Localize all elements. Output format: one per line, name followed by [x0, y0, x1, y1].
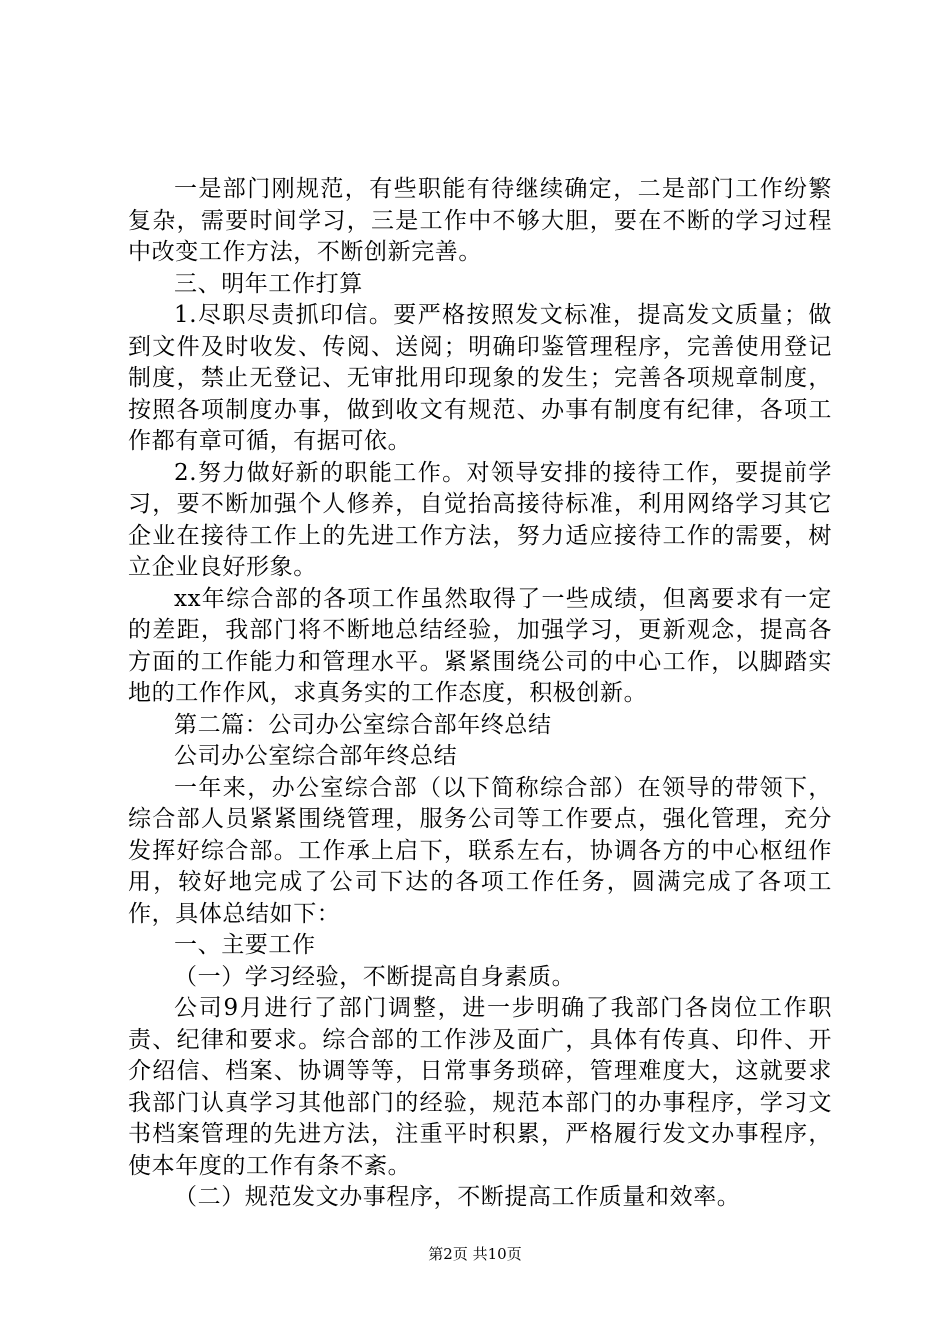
page-number-footer: 第2页 共10页	[428, 1245, 522, 1263]
paragraph: 公司9月进行了部门调整，进一步明确了我部门各岗位工作职责、纪律和要求。综合部的工作涉及面广，具体有传真、印件、开介绍信、档案、协调等等，日常事务琐碎，管理难度大，这就要求我部门认真学习其他部门的经验，规范本部门的办事程序，学习文书档案管理的先进方法，注重平时积累，严格履行发文办事程序，使本年度的工作有条不紊。	[128, 995, 832, 1179]
paragraph: xx年综合部的各项工作虽然取得了一些成绩，但离要求有一定的差距，我部门将不断地总结经验，加强学习，更新观念，提高各方面的工作能力和管理水平。紧紧围绕公司的中心工作，以脚踏实地的工作作风，求真务实的工作态度，积极创新。	[128, 585, 832, 706]
paragraph: 一是部门刚规范，有些职能有待继续确定，二是部门工作纷繁复杂，需要时间学习，三是工作中不够大胆，要在不断的学习过程中改变工作方法，不断创新完善。	[128, 176, 832, 265]
section-heading: 三、明年工作打算	[174, 270, 363, 297]
section-heading: 一、主要工作	[174, 932, 316, 958]
subsection-heading: （二）规范发文办事程序，不断提高工作质量和效率。	[174, 1184, 741, 1210]
paragraph: 1.尽职尽责抓印信。要严格按照发文标准，提高发文质量；做到文件及时收发、传阅、送阅；明确印鉴管理程序，完善使用登记制度，禁止无登记、无审批用印现象的发生；完善各项规章制度，按照各项制度办事，做到收文有规范、办事有制度有纪律，各项工作都有章可循，有据可依。	[128, 302, 832, 454]
paragraph: 一年来，办公室综合部（以下简称综合部）在领导的带领下，综合部人员紧紧围绕管理，服务公司等工作要点，强化管理，充分发挥好综合部。工作承上启下，联系左右，协调各方的中心枢纽作用，较好地完成了公司下达的各项工作任务，圆满完成了各项工作，具体总结如下：	[128, 774, 832, 927]
paragraph: 第二篇：公司办公室综合部年终总结	[174, 711, 552, 738]
subsection-heading: （一）学习经验，不断提高自身素质。	[174, 963, 576, 990]
paragraph: 2.努力做好新的职能工作。对领导安排的接待工作，要提前学习，要不断加强个人修养，自觉抬高接待标准，利用网络学习其它企业在接待工作上的先进工作方法，努力适应接待工作的需要，树立企业良好形象。	[128, 459, 832, 580]
paragraph: 公司办公室综合部年终总结	[174, 743, 458, 769]
document-body	[128, 174, 832, 1214]
